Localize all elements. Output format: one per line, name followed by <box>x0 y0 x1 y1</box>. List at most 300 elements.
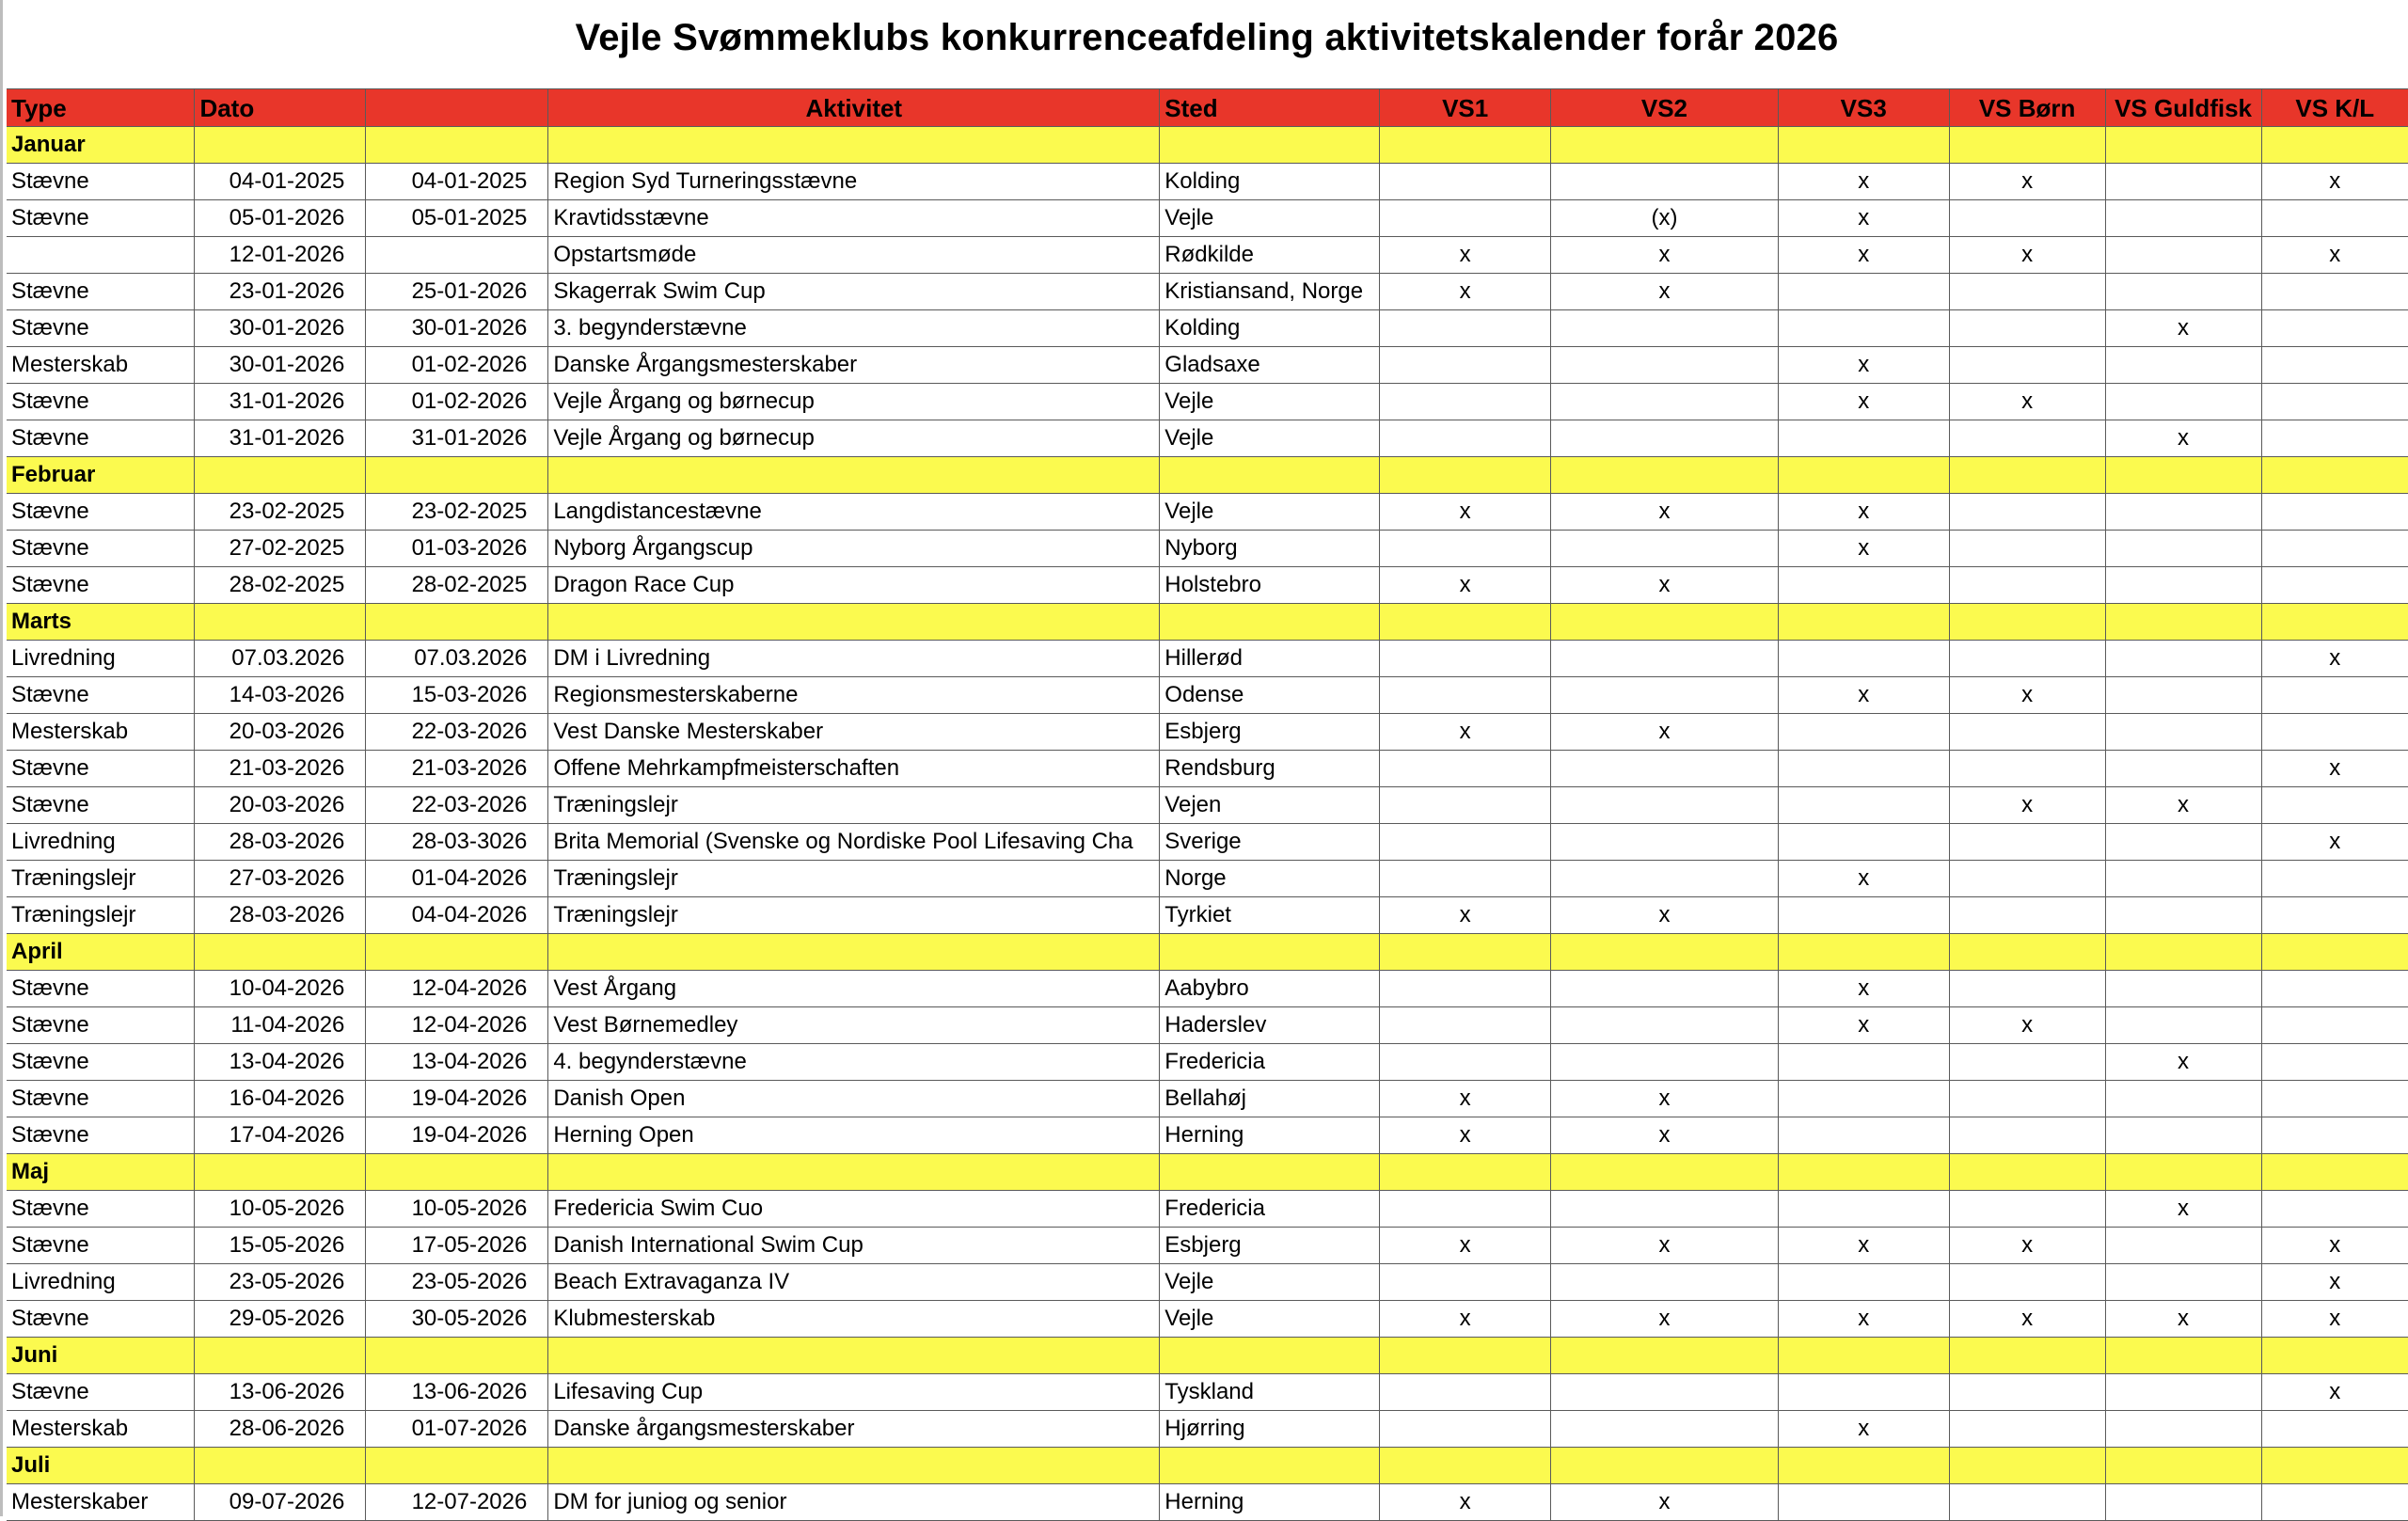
cell-end-date[interactable]: 31-01-2026 <box>366 420 548 457</box>
cell-vs3[interactable] <box>1778 567 1949 604</box>
month-empty-cell[interactable] <box>1949 1154 2105 1191</box>
cell-location[interactable]: Vejle <box>1160 1264 1380 1301</box>
cell-vs-kl[interactable] <box>2261 861 2408 897</box>
month-empty-cell[interactable] <box>366 1154 548 1191</box>
cell-vs-born[interactable] <box>1949 824 2105 861</box>
cell-vs-guldfisk[interactable] <box>2105 1374 2261 1411</box>
cell-vs-kl[interactable]: x <box>2261 751 2408 787</box>
cell-location[interactable]: Vejle <box>1160 420 1380 457</box>
cell-type[interactable]: Livredning <box>7 1264 195 1301</box>
cell-vs-kl[interactable]: x <box>2261 237 2408 274</box>
cell-vs-guldfisk[interactable] <box>2105 274 2261 310</box>
cell-type[interactable]: Stævne <box>7 310 195 347</box>
cell-end-date[interactable] <box>366 237 548 274</box>
cell-vs-born[interactable] <box>1949 420 2105 457</box>
cell-vs-kl[interactable] <box>2261 1411 2408 1448</box>
cell-start-date[interactable]: 20-03-2026 <box>195 714 366 751</box>
cell-vs-kl[interactable] <box>2261 787 2408 824</box>
cell-vs-guldfisk[interactable]: x <box>2105 1044 2261 1081</box>
cell-activity[interactable]: Beach Extravaganza IV <box>548 1264 1160 1301</box>
cell-type[interactable]: Stævne <box>7 531 195 567</box>
cell-location[interactable]: Bellahøj <box>1160 1081 1380 1117</box>
cell-vs-born[interactable] <box>1949 1044 2105 1081</box>
cell-vs-kl[interactable] <box>2261 274 2408 310</box>
cell-vs-guldfisk[interactable] <box>2105 1484 2261 1521</box>
cell-vs-guldfisk[interactable]: x <box>2105 310 2261 347</box>
cell-vs3[interactable] <box>1778 824 1949 861</box>
month-empty-cell[interactable] <box>1160 1338 1380 1374</box>
month-empty-cell[interactable] <box>1949 1338 2105 1374</box>
month-empty-cell[interactable] <box>1778 457 1949 494</box>
cell-end-date[interactable]: 05-01-2025 <box>366 200 548 237</box>
cell-start-date[interactable]: 11-04-2026 <box>195 1007 366 1044</box>
month-empty-cell[interactable] <box>1949 457 2105 494</box>
cell-location[interactable]: Holstebro <box>1160 567 1380 604</box>
cell-vs3[interactable] <box>1778 1081 1949 1117</box>
cell-vs-guldfisk[interactable] <box>2105 494 2261 531</box>
cell-activity[interactable]: Opstartsmøde <box>548 237 1160 274</box>
month-empty-cell[interactable] <box>2105 1154 2261 1191</box>
cell-location[interactable]: Rødkilde <box>1160 237 1380 274</box>
cell-vs3[interactable] <box>1778 897 1949 934</box>
cell-activity[interactable]: Lifesaving Cup <box>548 1374 1160 1411</box>
cell-vs2[interactable] <box>1551 787 1779 824</box>
cell-vs3[interactable]: x <box>1778 347 1949 384</box>
cell-vs-kl[interactable] <box>2261 494 2408 531</box>
cell-location[interactable]: Esbjerg <box>1160 1228 1380 1264</box>
cell-location[interactable]: Tyrkiet <box>1160 897 1380 934</box>
cell-vs2[interactable] <box>1551 1007 1779 1044</box>
cell-activity[interactable]: Brita Memorial (Svenske og Nordiske Pool Lifesaving Cha <box>548 824 1160 861</box>
cell-type[interactable]: Stævne <box>7 1081 195 1117</box>
month-empty-cell[interactable] <box>1778 127 1949 164</box>
cell-vs-kl[interactable] <box>2261 310 2408 347</box>
cell-location[interactable]: Norge <box>1160 861 1380 897</box>
cell-vs2[interactable] <box>1551 1374 1779 1411</box>
month-empty-cell[interactable] <box>548 127 1160 164</box>
cell-vs2[interactable] <box>1551 347 1779 384</box>
month-empty-cell[interactable] <box>1778 1448 1949 1484</box>
cell-start-date[interactable]: 23-01-2026 <box>195 274 366 310</box>
cell-activity[interactable]: Offene Mehrkampfmeisterschaften <box>548 751 1160 787</box>
cell-vs3[interactable] <box>1778 420 1949 457</box>
cell-end-date[interactable]: 23-05-2026 <box>366 1264 548 1301</box>
month-label[interactable]: Maj <box>7 1154 195 1191</box>
cell-type[interactable]: Livredning <box>7 824 195 861</box>
month-empty-cell[interactable] <box>2105 127 2261 164</box>
header-dato[interactable]: Dato <box>195 89 366 127</box>
month-empty-cell[interactable] <box>1551 1448 1779 1484</box>
header-dato-end[interactable] <box>366 89 548 127</box>
cell-vs-guldfisk[interactable] <box>2105 1081 2261 1117</box>
cell-type[interactable]: Stævne <box>7 1191 195 1228</box>
cell-start-date[interactable]: 30-01-2026 <box>195 347 366 384</box>
cell-type[interactable]: Træningslejr <box>7 897 195 934</box>
cell-type[interactable]: Stævne <box>7 200 195 237</box>
month-empty-cell[interactable] <box>1551 934 1779 971</box>
cell-start-date[interactable]: 20-03-2026 <box>195 787 366 824</box>
cell-end-date[interactable]: 01-02-2026 <box>366 347 548 384</box>
month-empty-cell[interactable] <box>1949 127 2105 164</box>
month-empty-cell[interactable] <box>2261 934 2408 971</box>
cell-vs-guldfisk[interactable] <box>2105 897 2261 934</box>
cell-start-date[interactable]: 12-01-2026 <box>195 237 366 274</box>
cell-activity[interactable]: DM i Livredning <box>548 641 1160 677</box>
cell-vs3[interactable]: x <box>1778 971 1949 1007</box>
cell-activity[interactable]: Nyborg Årgangscup <box>548 531 1160 567</box>
cell-location[interactable]: Vejle <box>1160 200 1380 237</box>
month-empty-cell[interactable] <box>195 1338 366 1374</box>
cell-vs-born[interactable] <box>1949 274 2105 310</box>
cell-vs-born[interactable] <box>1949 567 2105 604</box>
cell-vs1[interactable] <box>1380 1191 1551 1228</box>
cell-start-date[interactable]: 28-03-2026 <box>195 824 366 861</box>
cell-end-date[interactable]: 01-03-2026 <box>366 531 548 567</box>
month-empty-cell[interactable] <box>1160 127 1380 164</box>
cell-vs1[interactable]: x <box>1380 897 1551 934</box>
cell-location[interactable]: Herning <box>1160 1484 1380 1521</box>
month-empty-cell[interactable] <box>195 1448 366 1484</box>
cell-vs1[interactable] <box>1380 531 1551 567</box>
cell-vs2[interactable]: x <box>1551 897 1779 934</box>
cell-vs3[interactable] <box>1778 1484 1949 1521</box>
month-label[interactable]: Marts <box>7 604 195 641</box>
cell-end-date[interactable]: 25-01-2026 <box>366 274 548 310</box>
cell-activity[interactable]: 3. begynderstævne <box>548 310 1160 347</box>
header-vs2[interactable]: VS2 <box>1551 89 1779 127</box>
cell-vs2[interactable] <box>1551 824 1779 861</box>
cell-vs-born[interactable] <box>1949 1374 2105 1411</box>
header-vs-kl[interactable]: VS K/L <box>2261 89 2408 127</box>
cell-vs-born[interactable] <box>1949 971 2105 1007</box>
header-type[interactable]: Type <box>7 89 195 127</box>
cell-vs2[interactable] <box>1551 164 1779 200</box>
cell-end-date[interactable]: 28-03-3026 <box>366 824 548 861</box>
cell-end-date[interactable]: 17-05-2026 <box>366 1228 548 1264</box>
cell-start-date[interactable]: 16-04-2026 <box>195 1081 366 1117</box>
cell-vs2[interactable]: x <box>1551 237 1779 274</box>
cell-vs-kl[interactable]: x <box>2261 1301 2408 1338</box>
header-aktivitet[interactable]: Aktivitet <box>548 89 1160 127</box>
cell-start-date[interactable]: 05-01-2026 <box>195 200 366 237</box>
cell-vs-guldfisk[interactable] <box>2105 714 2261 751</box>
cell-vs-kl[interactable]: x <box>2261 641 2408 677</box>
cell-start-date[interactable]: 31-01-2026 <box>195 384 366 420</box>
cell-vs-kl[interactable]: x <box>2261 164 2408 200</box>
month-empty-cell[interactable] <box>1380 457 1551 494</box>
cell-vs-kl[interactable] <box>2261 1044 2408 1081</box>
cell-start-date[interactable]: 14-03-2026 <box>195 677 366 714</box>
cell-vs-born[interactable] <box>1949 751 2105 787</box>
cell-vs-kl[interactable] <box>2261 384 2408 420</box>
cell-activity[interactable]: Skagerrak Swim Cup <box>548 274 1160 310</box>
cell-vs-kl[interactable]: x <box>2261 1228 2408 1264</box>
cell-vs-born[interactable]: x <box>1949 237 2105 274</box>
month-empty-cell[interactable] <box>1949 1448 2105 1484</box>
cell-type[interactable]: Stævne <box>7 751 195 787</box>
cell-location[interactable]: Fredericia <box>1160 1191 1380 1228</box>
cell-activity[interactable]: Danske Årgangsmesterskaber <box>548 347 1160 384</box>
cell-location[interactable]: Rendsburg <box>1160 751 1380 787</box>
month-empty-cell[interactable] <box>1380 127 1551 164</box>
cell-vs-born[interactable] <box>1949 1117 2105 1154</box>
cell-end-date[interactable]: 01-02-2026 <box>366 384 548 420</box>
cell-end-date[interactable]: 21-03-2026 <box>366 751 548 787</box>
cell-activity[interactable]: Fredericia Swim Cuo <box>548 1191 1160 1228</box>
month-empty-cell[interactable] <box>1778 934 1949 971</box>
cell-type[interactable]: Stævne <box>7 567 195 604</box>
cell-vs-born[interactable]: x <box>1949 1007 2105 1044</box>
cell-vs1[interactable]: x <box>1380 714 1551 751</box>
cell-end-date[interactable]: 12-07-2026 <box>366 1484 548 1521</box>
month-empty-cell[interactable] <box>195 127 366 164</box>
month-empty-cell[interactable] <box>1380 604 1551 641</box>
month-empty-cell[interactable] <box>366 127 548 164</box>
cell-vs-born[interactable]: x <box>1949 164 2105 200</box>
cell-location[interactable]: Hjørring <box>1160 1411 1380 1448</box>
cell-vs1[interactable] <box>1380 971 1551 1007</box>
cell-vs2[interactable] <box>1551 1044 1779 1081</box>
cell-vs2[interactable] <box>1551 861 1779 897</box>
cell-vs1[interactable] <box>1380 200 1551 237</box>
cell-type[interactable]: Stævne <box>7 971 195 1007</box>
cell-type[interactable]: Stævne <box>7 384 195 420</box>
cell-vs2[interactable]: x <box>1551 1117 1779 1154</box>
cell-vs1[interactable] <box>1380 164 1551 200</box>
month-empty-cell[interactable] <box>1160 457 1380 494</box>
cell-vs1[interactable]: x <box>1380 274 1551 310</box>
month-empty-cell[interactable] <box>548 457 1160 494</box>
cell-end-date[interactable]: 28-02-2025 <box>366 567 548 604</box>
cell-vs1[interactable] <box>1380 310 1551 347</box>
cell-vs1[interactable]: x <box>1380 237 1551 274</box>
cell-vs1[interactable] <box>1380 641 1551 677</box>
cell-type[interactable]: Stævne <box>7 787 195 824</box>
cell-type[interactable]: Stævne <box>7 1228 195 1264</box>
cell-vs-born[interactable] <box>1949 347 2105 384</box>
cell-type[interactable]: Stævne <box>7 1374 195 1411</box>
cell-vs2[interactable] <box>1551 310 1779 347</box>
cell-vs1[interactable]: x <box>1380 494 1551 531</box>
cell-vs1[interactable] <box>1380 1264 1551 1301</box>
cell-type[interactable]: Stævne <box>7 420 195 457</box>
cell-vs-kl[interactable] <box>2261 1081 2408 1117</box>
cell-location[interactable]: Vejen <box>1160 787 1380 824</box>
cell-vs-kl[interactable] <box>2261 971 2408 1007</box>
cell-vs-guldfisk[interactable] <box>2105 200 2261 237</box>
cell-vs-born[interactable]: x <box>1949 1228 2105 1264</box>
month-empty-cell[interactable] <box>2261 1448 2408 1484</box>
cell-vs-kl[interactable]: x <box>2261 1264 2408 1301</box>
cell-start-date[interactable]: 21-03-2026 <box>195 751 366 787</box>
cell-vs1[interactable] <box>1380 861 1551 897</box>
cell-vs1[interactable] <box>1380 384 1551 420</box>
cell-vs-kl[interactable] <box>2261 1007 2408 1044</box>
cell-start-date[interactable]: 30-01-2026 <box>195 310 366 347</box>
cell-location[interactable]: Nyborg <box>1160 531 1380 567</box>
month-empty-cell[interactable] <box>2105 934 2261 971</box>
cell-end-date[interactable]: 13-04-2026 <box>366 1044 548 1081</box>
cell-end-date[interactable]: 01-04-2026 <box>366 861 548 897</box>
month-empty-cell[interactable] <box>1380 1154 1551 1191</box>
cell-vs-guldfisk[interactable] <box>2105 237 2261 274</box>
cell-vs2[interactable] <box>1551 384 1779 420</box>
month-empty-cell[interactable] <box>1160 1154 1380 1191</box>
cell-end-date[interactable]: 22-03-2026 <box>366 714 548 751</box>
cell-vs-born[interactable] <box>1949 897 2105 934</box>
cell-end-date[interactable]: 04-04-2026 <box>366 897 548 934</box>
month-empty-cell[interactable] <box>1949 604 2105 641</box>
cell-vs-kl[interactable] <box>2261 897 2408 934</box>
cell-vs3[interactable]: x <box>1778 164 1949 200</box>
month-empty-cell[interactable] <box>1160 934 1380 971</box>
cell-end-date[interactable]: 30-01-2026 <box>366 310 548 347</box>
cell-vs-kl[interactable] <box>2261 567 2408 604</box>
cell-vs2[interactable] <box>1551 1411 1779 1448</box>
cell-end-date[interactable]: 04-01-2025 <box>366 164 548 200</box>
cell-activity[interactable]: Træningslejr <box>548 787 1160 824</box>
cell-vs2[interactable]: x <box>1551 714 1779 751</box>
month-label[interactable]: Februar <box>7 457 195 494</box>
month-empty-cell[interactable] <box>1949 934 2105 971</box>
cell-vs1[interactable]: x <box>1380 1484 1551 1521</box>
month-empty-cell[interactable] <box>366 1338 548 1374</box>
month-empty-cell[interactable] <box>548 1338 1160 1374</box>
month-empty-cell[interactable] <box>366 1448 548 1484</box>
cell-vs-kl[interactable] <box>2261 347 2408 384</box>
month-empty-cell[interactable] <box>1160 604 1380 641</box>
month-empty-cell[interactable] <box>1778 1154 1949 1191</box>
month-empty-cell[interactable] <box>1551 1338 1779 1374</box>
month-empty-cell[interactable] <box>2105 457 2261 494</box>
cell-vs3[interactable]: x <box>1778 384 1949 420</box>
cell-vs2[interactable]: x <box>1551 1301 1779 1338</box>
cell-start-date[interactable]: 28-02-2025 <box>195 567 366 604</box>
cell-activity[interactable]: Herning Open <box>548 1117 1160 1154</box>
cell-vs3[interactable]: x <box>1778 237 1949 274</box>
cell-start-date[interactable]: 10-04-2026 <box>195 971 366 1007</box>
cell-vs-guldfisk[interactable] <box>2105 567 2261 604</box>
cell-vs2[interactable]: x <box>1551 1081 1779 1117</box>
cell-vs2[interactable] <box>1551 677 1779 714</box>
cell-location[interactable]: Esbjerg <box>1160 714 1380 751</box>
cell-vs-guldfisk[interactable] <box>2105 861 2261 897</box>
cell-location[interactable]: Vejle <box>1160 494 1380 531</box>
cell-vs-kl[interactable] <box>2261 1191 2408 1228</box>
cell-type[interactable]: Mesterskab <box>7 347 195 384</box>
header-sted[interactable]: Sted <box>1160 89 1380 127</box>
cell-start-date[interactable]: 23-05-2026 <box>195 1264 366 1301</box>
cell-vs3[interactable]: x <box>1778 200 1949 237</box>
cell-type[interactable]: Mesterskab <box>7 1411 195 1448</box>
cell-vs-kl[interactable]: x <box>2261 824 2408 861</box>
cell-type[interactable]: Livredning <box>7 641 195 677</box>
cell-vs-born[interactable] <box>1949 494 2105 531</box>
cell-type[interactable]: Stævne <box>7 274 195 310</box>
cell-vs-guldfisk[interactable] <box>2105 531 2261 567</box>
cell-vs-guldfisk[interactable] <box>2105 1411 2261 1448</box>
cell-vs-born[interactable] <box>1949 531 2105 567</box>
cell-type[interactable]: Stævne <box>7 1007 195 1044</box>
cell-vs2[interactable]: x <box>1551 274 1779 310</box>
cell-type[interactable]: Stævne <box>7 164 195 200</box>
cell-activity[interactable]: Vest Danske Mesterskaber <box>548 714 1160 751</box>
cell-location[interactable]: Kristiansand, Norge <box>1160 274 1380 310</box>
cell-vs-born[interactable]: x <box>1949 677 2105 714</box>
month-empty-cell[interactable] <box>2261 1338 2408 1374</box>
cell-activity[interactable]: Danske årgangsmesterskaber <box>548 1411 1160 1448</box>
cell-vs-kl[interactable] <box>2261 1117 2408 1154</box>
cell-activity[interactable]: Vest Børnemedley <box>548 1007 1160 1044</box>
cell-vs-guldfisk[interactable] <box>2105 1264 2261 1301</box>
cell-vs-born[interactable]: x <box>1949 787 2105 824</box>
cell-end-date[interactable]: 01-07-2026 <box>366 1411 548 1448</box>
cell-location[interactable]: Gladsaxe <box>1160 347 1380 384</box>
month-empty-cell[interactable] <box>195 604 366 641</box>
cell-vs-guldfisk[interactable] <box>2105 751 2261 787</box>
header-vs-guldfisk[interactable]: VS Guldfisk <box>2105 89 2261 127</box>
cell-vs2[interactable] <box>1551 420 1779 457</box>
month-empty-cell[interactable] <box>2105 1338 2261 1374</box>
month-empty-cell[interactable] <box>195 457 366 494</box>
cell-start-date[interactable]: 27-03-2026 <box>195 861 366 897</box>
cell-vs2[interactable] <box>1551 641 1779 677</box>
cell-vs-born[interactable] <box>1949 1081 2105 1117</box>
month-empty-cell[interactable] <box>366 934 548 971</box>
cell-vs2[interactable]: (x) <box>1551 200 1779 237</box>
month-empty-cell[interactable] <box>1380 934 1551 971</box>
cell-type[interactable]: Mesterskab <box>7 714 195 751</box>
cell-start-date[interactable]: 17-04-2026 <box>195 1117 366 1154</box>
cell-type[interactable]: Træningslejr <box>7 861 195 897</box>
cell-type[interactable]: Stævne <box>7 677 195 714</box>
cell-vs1[interactable]: x <box>1380 1228 1551 1264</box>
cell-vs2[interactable]: x <box>1551 567 1779 604</box>
cell-start-date[interactable]: 23-02-2025 <box>195 494 366 531</box>
month-empty-cell[interactable] <box>2105 1448 2261 1484</box>
cell-start-date[interactable]: 07.03.2026 <box>195 641 366 677</box>
cell-vs1[interactable]: x <box>1380 1301 1551 1338</box>
cell-vs2[interactable]: x <box>1551 1484 1779 1521</box>
cell-type[interactable]: Stævne <box>7 1117 195 1154</box>
cell-vs1[interactable]: x <box>1380 567 1551 604</box>
cell-activity[interactable]: 4. begynderstævne <box>548 1044 1160 1081</box>
cell-activity[interactable]: Region Syd Turneringsstævne <box>548 164 1160 200</box>
cell-type[interactable]: Stævne <box>7 494 195 531</box>
month-empty-cell[interactable] <box>2261 604 2408 641</box>
cell-location[interactable]: Vejle <box>1160 1301 1380 1338</box>
cell-vs1[interactable] <box>1380 1044 1551 1081</box>
cell-type[interactable]: Stævne <box>7 1301 195 1338</box>
month-empty-cell[interactable] <box>1551 127 1779 164</box>
month-empty-cell[interactable] <box>195 934 366 971</box>
cell-vs-guldfisk[interactable] <box>2105 164 2261 200</box>
month-label[interactable]: April <box>7 934 195 971</box>
cell-vs3[interactable]: x <box>1778 1007 1949 1044</box>
cell-vs3[interactable] <box>1778 310 1949 347</box>
month-empty-cell[interactable] <box>2105 604 2261 641</box>
cell-vs3[interactable] <box>1778 641 1949 677</box>
cell-vs1[interactable] <box>1380 1411 1551 1448</box>
cell-end-date[interactable]: 13-06-2026 <box>366 1374 548 1411</box>
month-empty-cell[interactable] <box>548 934 1160 971</box>
month-empty-cell[interactable] <box>2261 127 2408 164</box>
cell-vs-kl[interactable]: x <box>2261 1374 2408 1411</box>
header-vs1[interactable]: VS1 <box>1380 89 1551 127</box>
cell-activity[interactable]: Regionsmesterskaberne <box>548 677 1160 714</box>
cell-vs-guldfisk[interactable] <box>2105 1117 2261 1154</box>
cell-vs1[interactable]: x <box>1380 1081 1551 1117</box>
